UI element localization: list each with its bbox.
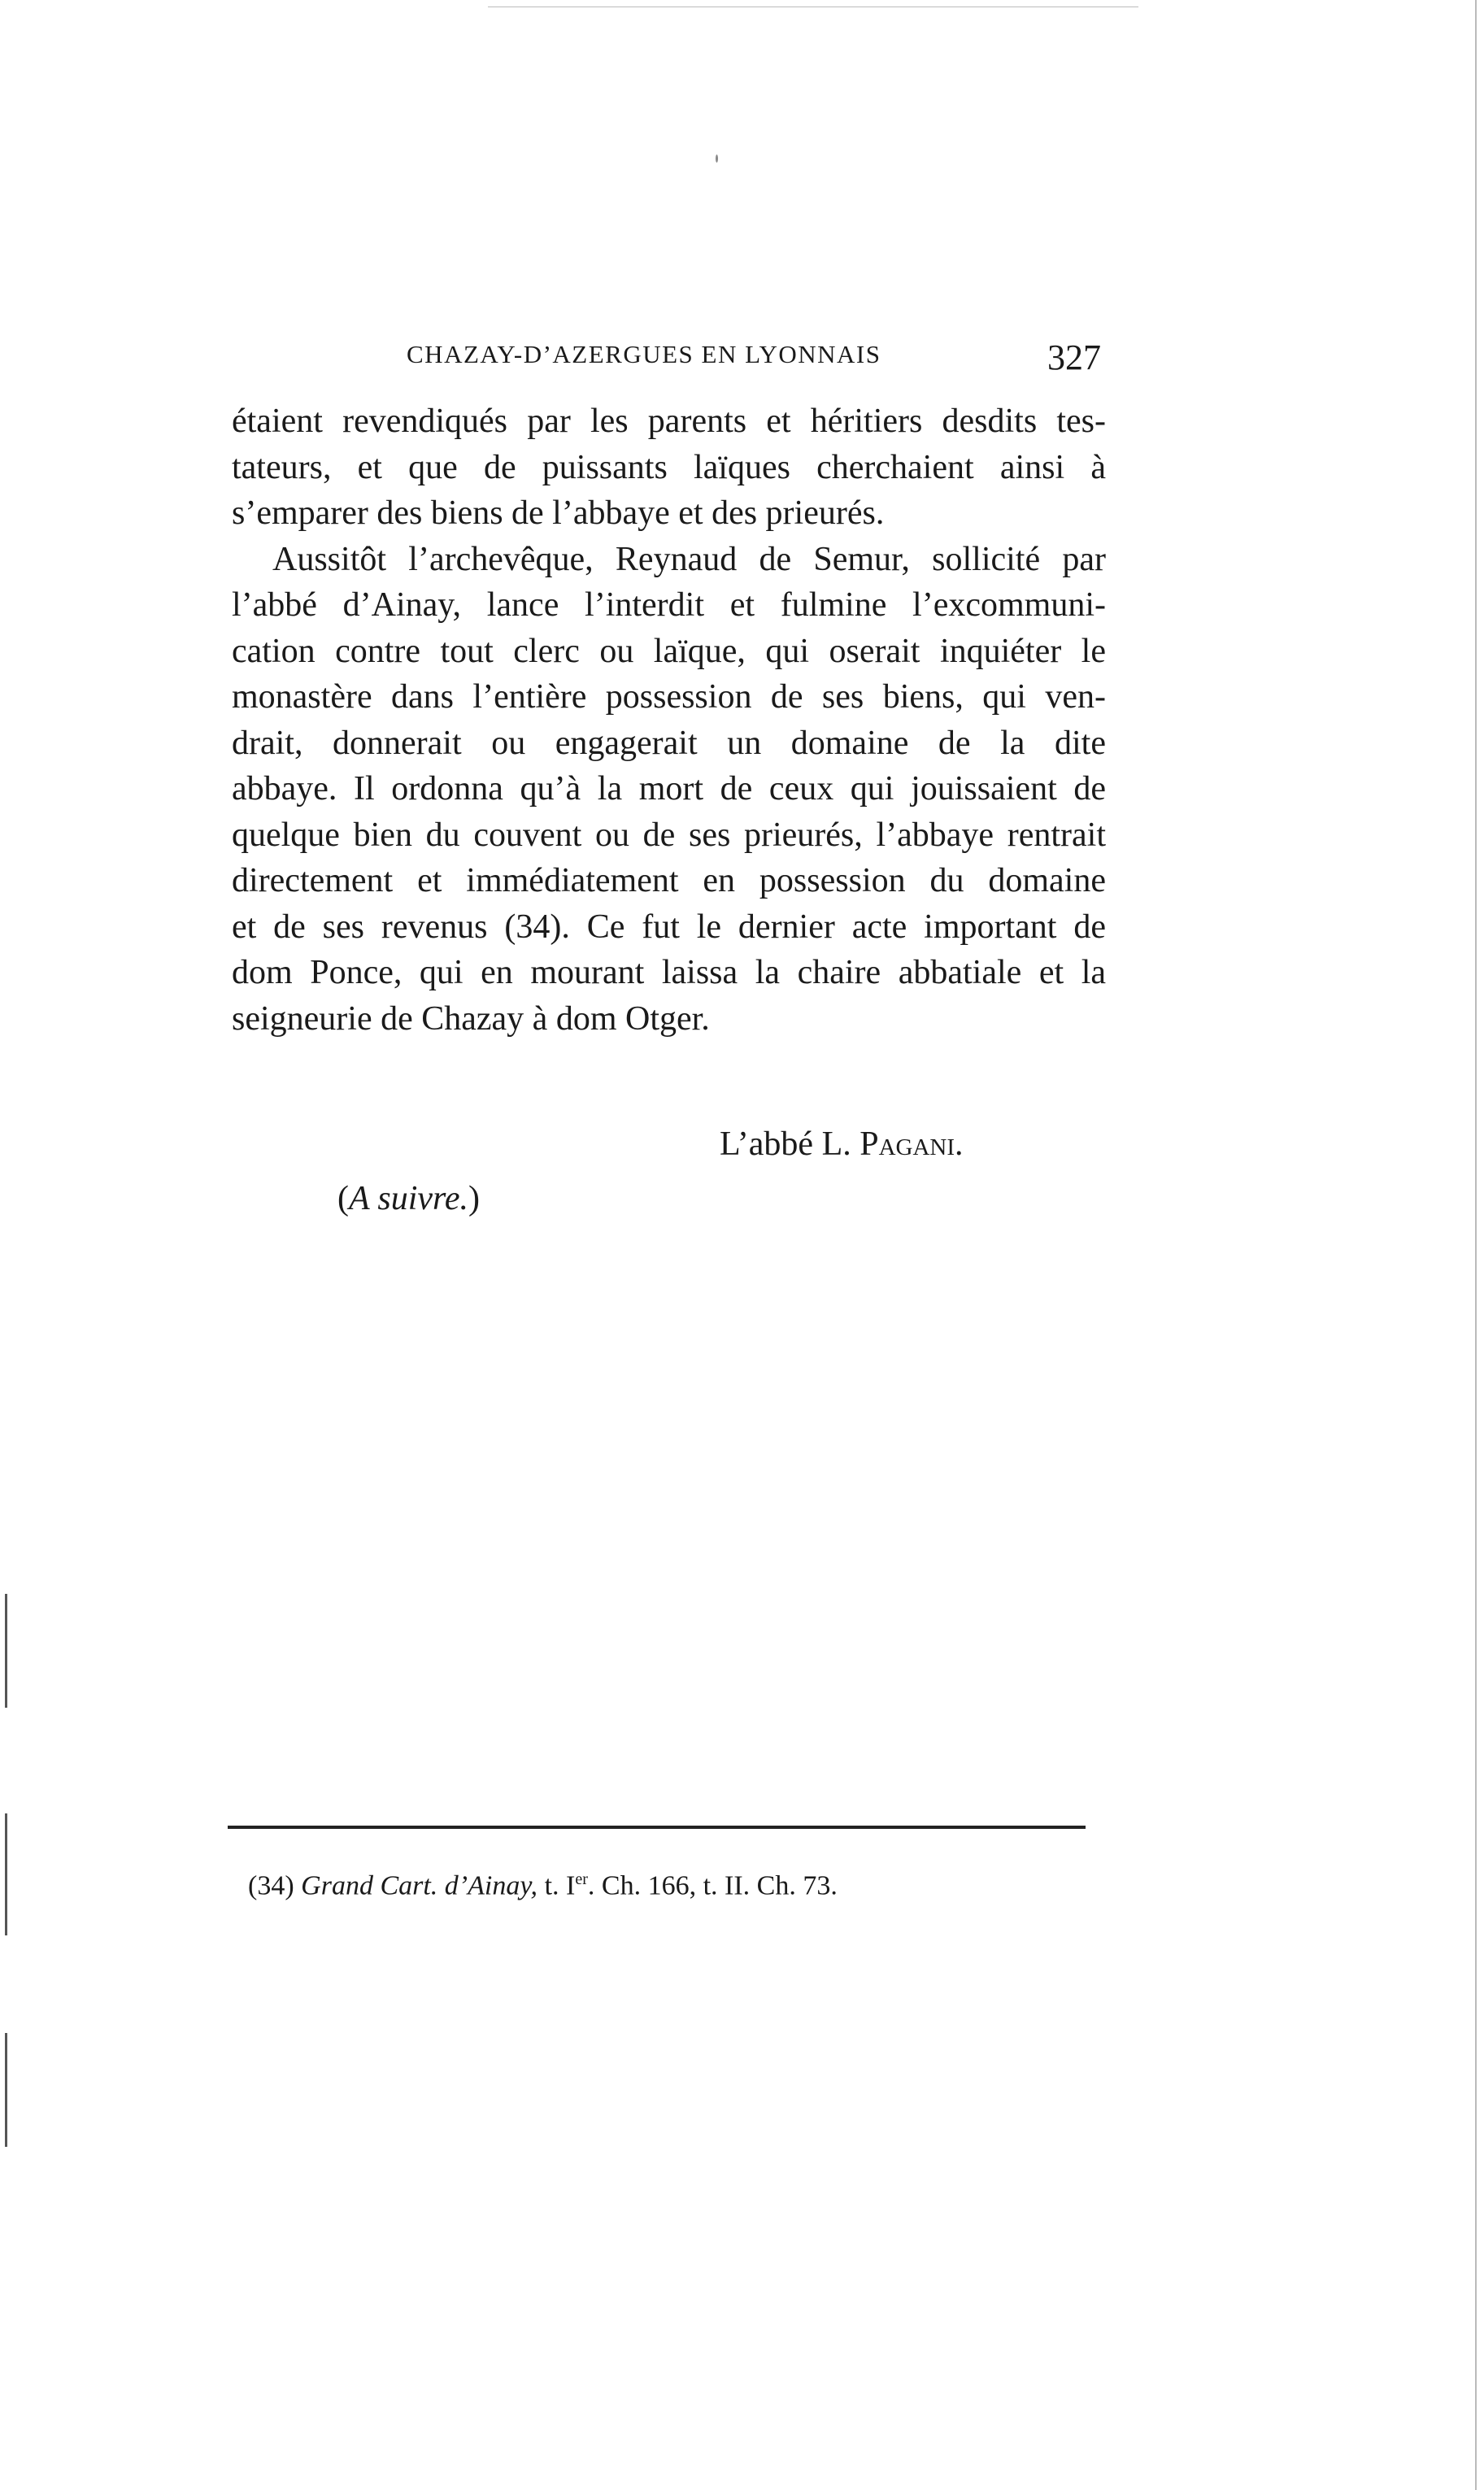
text-line: Aussitôt l’archevêque, Reynaud de Semur, sollicité par	[272, 540, 1106, 578]
text-line: drait, donnerait ou engagerait un domaine de la dite	[232, 724, 1106, 762]
text-line: dom Ponce, qui en mourant laissa la chaire abbatiale et la	[232, 954, 1106, 991]
scan-edge-mark	[1475, 0, 1477, 2490]
text-line: tateurs, et que de puissants laïques cherchaient ainsi à	[232, 448, 1106, 486]
scan-edge-mark	[5, 2033, 7, 2147]
running-title: CHAZAY-D’AZERGUES EN LYONNAIS	[407, 340, 881, 368]
scan-speck	[716, 155, 718, 163]
body-text	[232, 398, 1106, 1042]
text-line: s’emparer des biens de l’abbaye et des prieurés.	[232, 494, 885, 532]
text-line: abbaye. Il ordonna qu’à la mort de ceux qui jouissaient de	[232, 770, 1106, 808]
footnote-number: (34)	[248, 1870, 294, 1901]
footnote-ref-a: t. I	[537, 1870, 576, 1901]
paragraph-2	[232, 537, 1106, 1043]
paragraph-1	[232, 398, 1106, 537]
footnote-source: Grand Cart. d’Ainay,	[301, 1870, 538, 1901]
footnote-ref-b: . Ch. 166, t. II. Ch. 73.	[587, 1870, 838, 1901]
footnote-rule	[228, 1826, 1086, 1829]
text-line: monastère dans l’entière possession de ses biens, qui ven-	[232, 678, 1106, 716]
text-line: quelque bien du couvent ou de ses prieurés, l’abbaye rentrait	[232, 816, 1106, 854]
text-line: et de ses revenus (34). Ce fut le dernier acte important de	[232, 908, 1106, 946]
author-signature	[720, 1125, 964, 1164]
signature-name: Pagani.	[860, 1125, 964, 1163]
scan-edge-mark	[5, 1813, 7, 1935]
signature-prefix: L’abbé L.	[720, 1125, 860, 1163]
continued-label: A suivre.	[349, 1180, 468, 1217]
text-line: seigneurie de Chazay à dom Otger.	[232, 999, 710, 1038]
text-line: étaient revendiqués par les parents et héritiers desdits tes-	[232, 403, 1106, 440]
paren-open: (	[337, 1180, 349, 1217]
footnote-34	[248, 1870, 838, 1901]
scan-edge-mark	[5, 1594, 7, 1708]
text-line: l’abbé d’Ainay, lance l’interdit et fulmine l’excommuni-	[232, 586, 1106, 624]
to-be-continued	[337, 1179, 480, 1218]
text-line: cation contre tout clerc ou laïque, qui oserait inquiéter le	[232, 632, 1106, 670]
paren-close: )	[468, 1180, 480, 1217]
footnote-ref-sup: er	[575, 1870, 588, 1888]
text-line: directement et immédiatement en possession du domaine	[232, 862, 1106, 899]
page-number: 327	[1047, 337, 1101, 377]
